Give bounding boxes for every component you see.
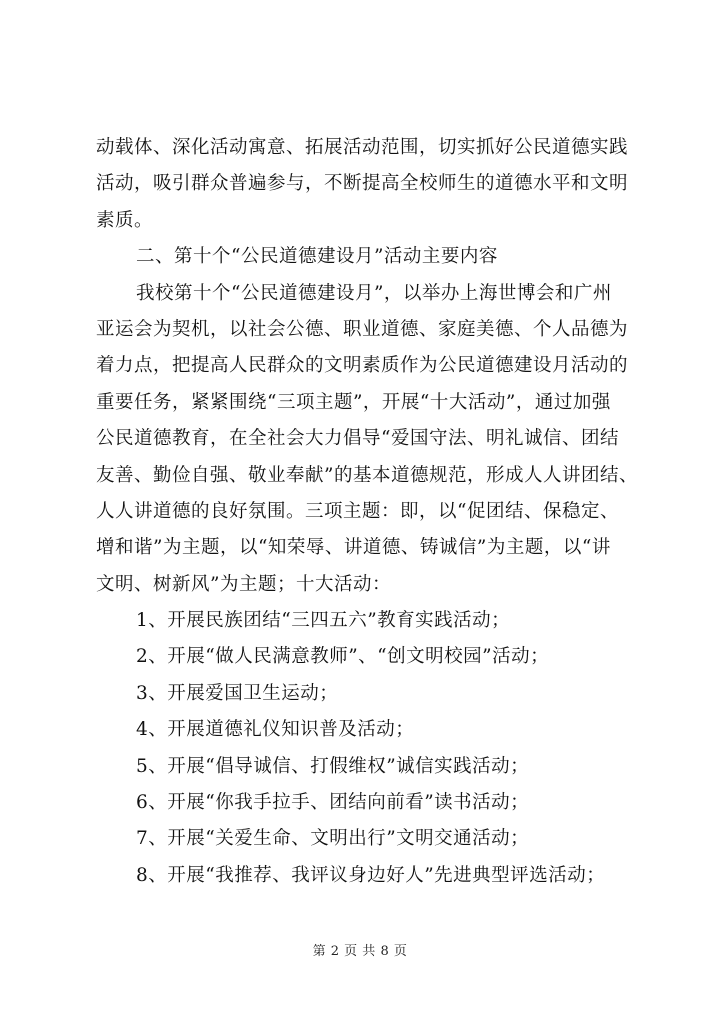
activity-item: 5、开展“倡导诚信、打假维权”诚信实践活动； bbox=[136, 755, 530, 777]
paragraph-line: 友善、勤俭自强、敬业奉献”的基本道德规范，形成人人讲团结、 bbox=[96, 464, 638, 486]
paragraph-line: 公民道德教育，在全社会大力倡导“爱国守法、明礼诚信、团结 bbox=[96, 428, 619, 450]
paragraph-line: 活动，吸引群众普遍参与，不断提高全校师生的道德水平和文明 bbox=[96, 173, 629, 195]
paragraph-line: 人人讲道德的良好氛围。三项主题：即，以“促团结、保稳定、 bbox=[96, 500, 619, 522]
page-footer: 第 2 页 共 8 页 bbox=[312, 944, 408, 959]
paragraph-line: 动载体、深化活动寓意、拓展活动范围，切实抓好公民道德实践 bbox=[96, 137, 629, 158]
paragraph-line: 增和谐”为主题，以“知荣辱、讲道德、铸诚信”为主题，以“讲 bbox=[96, 537, 611, 559]
document-body bbox=[96, 130, 656, 894]
activity-item: 6、开展“你我手拉手、团结向前看”读书活动； bbox=[136, 792, 530, 814]
activity-item: 8、开展“我推荐、我评议身边好人”先进典型评选活动； bbox=[136, 864, 606, 886]
activity-item: 1、开展民族团结“三四五六”教育实践活动； bbox=[136, 610, 511, 632]
paragraph-line: 文明、树新风”为主题；十大活动： bbox=[96, 573, 391, 595]
activity-item: 2、开展“做人民满意教师”、“创文明校园”活动； bbox=[136, 646, 550, 668]
paragraph-line: 重要任务，紧紧围绕“三项主题”，开展“十大活动”，通过加强 bbox=[96, 391, 611, 413]
section-heading: 二、第十个“公民道德建设月”活动主要内容 bbox=[136, 246, 498, 268]
paragraph-line: 我校第十个“公民道德建设月”，以举办上海世博会和广州 bbox=[136, 282, 612, 304]
paragraph-line: 亚运会为契机，以社会公德、职业道德、家庭美德、个人品德为 bbox=[96, 318, 629, 340]
paragraph-line: 素质。 bbox=[96, 209, 154, 231]
paragraph-line: 着力点，把提高人民群众的文明素质作为公民道德建设月活动的 bbox=[96, 355, 629, 377]
activity-item: 3、开展爱国卫生运动； bbox=[136, 682, 339, 704]
activity-item: 7、开展“关爱生命、文明出行”文明交通活动； bbox=[136, 828, 530, 850]
activity-item: 4、开展道德礼仪知识普及活动； bbox=[136, 719, 415, 741]
